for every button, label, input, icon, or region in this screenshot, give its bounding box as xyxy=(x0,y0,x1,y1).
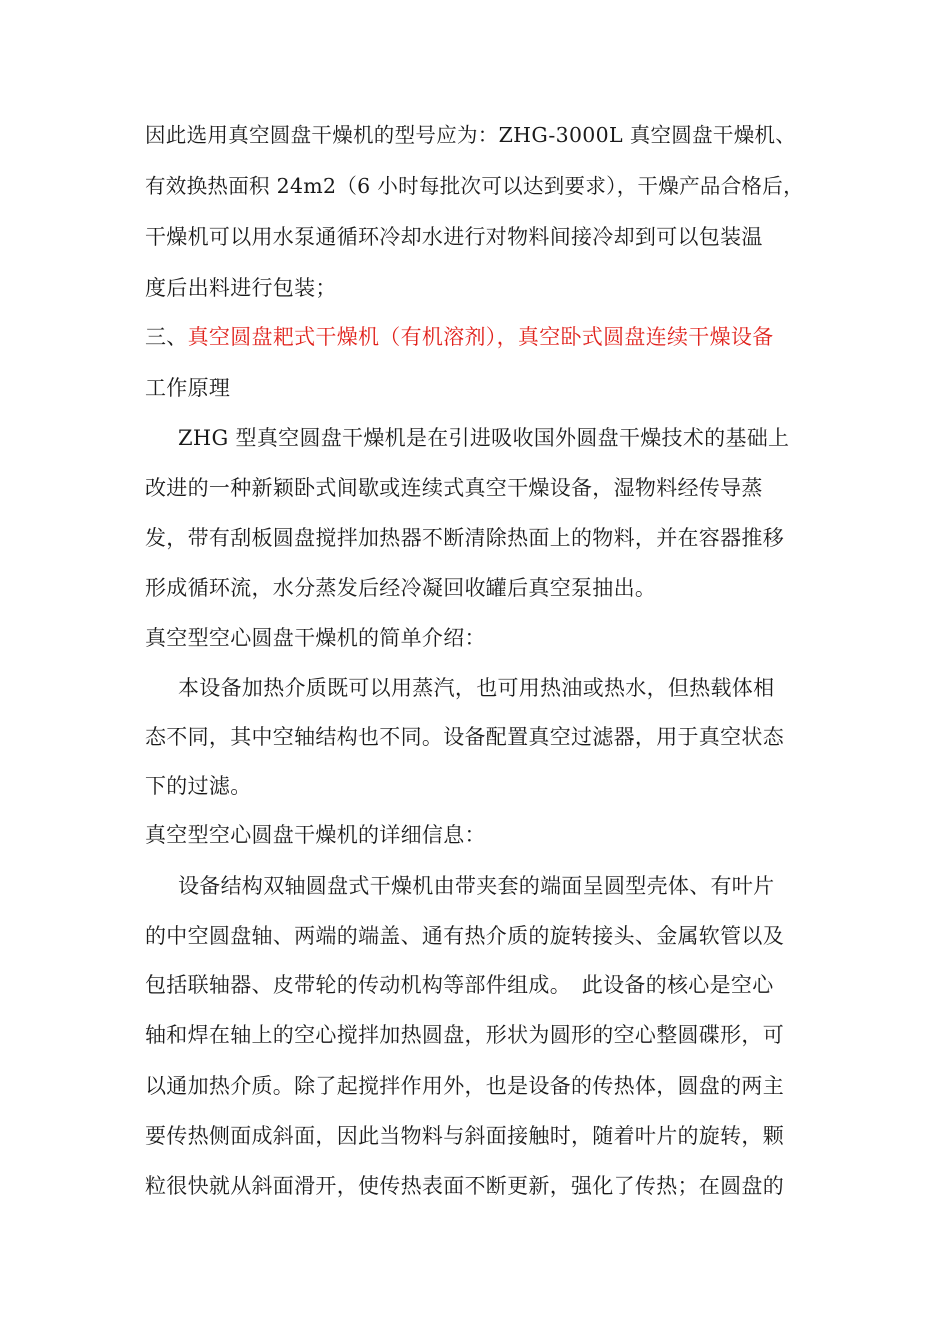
section-number: 三、 xyxy=(145,325,188,349)
section-heading-title: 真空圆盘耙式干燥机（有机溶剂），真空卧式圆盘连续干燥设备 xyxy=(187,325,774,349)
body-text-line: 发，带有刮板圆盘搅拌加热器不断清除热面上的物料，并在容器推移 xyxy=(145,526,784,550)
body-text-line: 度后出料进行包装； xyxy=(145,276,337,300)
section-heading xyxy=(145,322,810,352)
subheading-introduction: 真空型空心圆盘干燥机的简单介绍： xyxy=(145,626,486,650)
body-text-line: 改进的一种新颖卧式间歇或连续式真空干燥设备，湿物料经传导蒸 xyxy=(145,476,763,500)
body-text-line: 干燥机可以用水泵通循环冷却水进行对物料间接冷却到可以包装温 xyxy=(145,225,763,249)
body-text-line: 包括联轴器、皮带轮的传动机构等部件组成。 此设备的核心是空心 xyxy=(145,973,774,997)
body-text-line: 设备结构双轴圆盘式干燥机由带夹套的端面呈圆型壳体、有叶片 xyxy=(178,874,775,898)
body-text-line: 下的过滤。 xyxy=(145,774,252,798)
body-text-line: 本设备加热介质既可以用蒸汽，也可用热油或热水，但热载体相 xyxy=(178,676,775,700)
body-text-line: 轴和焊在轴上的空心搅拌加热圆盘，形状为圆形的空心整圆碟形，可 xyxy=(145,1023,784,1047)
body-text-line: 态不同，其中空轴结构也不同。设备配置真空过滤器，用于真空状态 xyxy=(145,725,784,749)
body-text-line: 粒很快就从斜面滑开，使传热表面不断更新，强化了传热；在圆盘的 xyxy=(145,1174,784,1198)
body-text-line: 的中空圆盘轴、两端的端盖、通有热介质的旋转接头、金属软管以及 xyxy=(145,924,784,948)
subheading-details: 真空型空心圆盘干燥机的详细信息： xyxy=(145,823,486,847)
body-text-line: ZHG 型真空圆盘干燥机是在引进吸收国外圆盘干燥技术的基础上 xyxy=(178,426,790,450)
body-text-line: 要传热侧面成斜面，因此当物料与斜面接触时，随着叶片的旋转，颗 xyxy=(145,1124,784,1148)
subheading-working-principle: 工作原理 xyxy=(145,376,231,400)
body-text-line: 以通加热介质。除了起搅拌作用外，也是设备的传热体，圆盘的两主 xyxy=(145,1074,784,1098)
body-text-line: 形成循环流，水分蒸发后经冷凝回收罐后真空泵抽出。 xyxy=(145,576,657,600)
body-text-line: 因此选用真空圆盘干燥机的型号应为：ZHG-3000L 真空圆盘干燥机、 xyxy=(145,123,797,147)
body-text-line: 有效换热面积 24m2（6 小时每批次可以达到要求），干燥产品合格后， xyxy=(145,174,804,198)
